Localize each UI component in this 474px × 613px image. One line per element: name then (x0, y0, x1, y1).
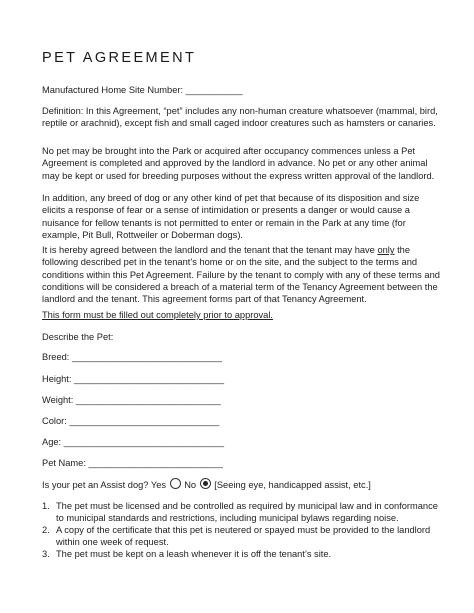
age-field[interactable]: Age: _______________________________ (42, 437, 224, 447)
list-item-number: 1. (42, 501, 50, 511)
list-item (42, 524, 442, 548)
list-item (42, 500, 442, 524)
breed-field[interactable]: Breed: _____________________________ (42, 352, 222, 362)
assist-suffix: [Seeing eye, handicapped assist, etc.] (211, 480, 371, 490)
describe-pet-label: Describe the Pet: (42, 332, 114, 342)
document-title: PET AGREEMENT (42, 50, 197, 66)
assist-question-label: Is your pet an Assist dog? Yes (42, 480, 169, 490)
color-field[interactable]: Color: _____________________________ (42, 416, 220, 426)
form-notice: This form must be filled out completely prior to approval. (42, 310, 273, 320)
agreement-only-emphasis: only (377, 245, 395, 255)
list-item-text: A copy of the certificate that this pet is neutered or spayed must be provided to the landlord within one week of request. (56, 525, 431, 547)
height-field[interactable]: Height: _____________________________ (42, 374, 224, 384)
definition-paragraph: Definition: In this Agreement, “pet” includes any non-human creature whatsoever (mammal, bird, reptile or arachnid), except fish and small caged indoor creatures such as hamsters or canaries. (42, 106, 438, 129)
agreement-paragraph (42, 244, 442, 305)
list-item (42, 548, 442, 560)
assist-dog-question (42, 478, 371, 491)
site-number-line: Manufactured Home Site Number: ___________ (42, 85, 243, 95)
assist-yes-radio[interactable] (170, 478, 181, 489)
pet-name-field[interactable]: Pet Name: __________________________ (42, 458, 223, 468)
weight-field[interactable]: Weight: ____________________________ (42, 395, 221, 405)
assist-no-label: No (181, 480, 199, 490)
agreement-text-end: the following described pet in the tenant’s home or on the site, and the subject to the terms and conditions within this Pet Agreement. Failure by the tenant to comply with any of these terms and conditions will be considered a breach of a material term of the Tenancy Agreement between the landlord and the tenant. This agreement forms part of that Tenancy Agreement. (42, 245, 440, 305)
no-pet-paragraph: No pet may be brought into the Park or acquired after occupancy commences unless a Pet Agreement is completed and approved by the landlord in advance. No pet or any other animal may be kept or used for breeding purposes without the express written approval of the landlord. (42, 146, 435, 181)
agreement-text-start: It is hereby agreed between the landlord and the tenant that the tenant may have (42, 245, 378, 255)
list-item-text: The pet must be kept on a leash whenever it is off the tenant’s site. (56, 549, 332, 559)
breed-restriction-paragraph: In addition, any breed of dog or any other kind of pet that because of its disposition and size elicits a response of fear or a sense of intimidation or presents a danger or would cause a nuisance for fellow tenants is not permitted to enter or remain in the Park at any time (for example, Pit Bull, Rottweiler or Doberman dogs). (42, 193, 420, 240)
conditions-list (42, 500, 442, 560)
assist-no-radio[interactable] (200, 478, 211, 489)
list-item-number: 3. (42, 549, 50, 559)
list-item-number: 2. (42, 525, 50, 535)
list-item-text: The pet must be licensed and be controlled as required by municipal law and in conformance to municipal standards and restrictions, including municipal bylaws regarding noise. (56, 501, 438, 523)
